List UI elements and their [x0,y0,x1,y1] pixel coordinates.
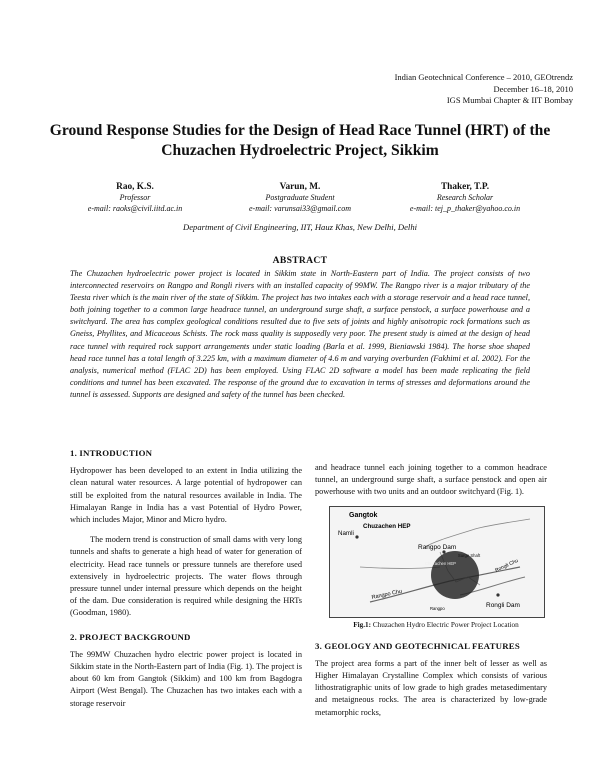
author-name: Thaker, T.P. [440,182,490,192]
map-label-rongli-chu: Rongli Chu [494,557,520,574]
abstract-heading: ABSTRACT [272,255,328,266]
author-name: Rao, K.S. [116,182,154,192]
location-map [329,506,545,618]
section-heading-project-background: 2. PROJECT BACKGROUND [70,631,191,642]
author-email: e-mail: tej_p_thaker@yahoo.co.in [409,203,521,213]
map-label-gangtok: Gangtok [349,511,378,519]
paper-title: Ground Response Studies for the Design of Head Race Tunnel (HRT) of the Chuzachen Hydroelectric Project, Sikkim [49,122,551,159]
figure-caption [329,621,543,630]
figure-1 [329,506,543,630]
map-label-rangpo-town: Rangpo [430,605,445,611]
map-label-rangpo-dam: Rangpo Dam [418,543,457,551]
author-email: e-mail: varunsai33@gmail.com [248,203,351,213]
map-label-rangpo-chu: Rangpo Chu [371,588,403,601]
author-3 [380,181,550,214]
map-label-namli: Namli [338,529,354,537]
map-label-surge: Surge Shaft [458,552,481,558]
author-role: Postgraduate Student [265,193,335,202]
rongli-dam-marker [496,593,499,596]
project-area-marker [431,551,479,599]
section-heading-geology: 3. GEOLOGY AND GEOTECHNICAL FEATURES [315,640,520,651]
intro-paragraph-1: Hydropower has been developed to an extent in India utilizing the clean natural water resources. A large potential of hydropower can still be exploited from the natural resources available in India. The Himalayan Range in India has a vast Potential of Hydro Power, which includes Major, Minor and Micro hydro. [70,466,302,525]
figure-caption-text: Chuzachen Hydro Electric Power Project Location [372,620,519,629]
left-column [70,447,302,710]
author-1 [50,181,220,214]
map-label-hep-small: Chuzachen HEP [425,560,456,566]
conference-name: Indian Geotechnical Conference – 2010, GEOtrendz [394,72,573,82]
section-heading-introduction: 1. INTRODUCTION [70,448,153,458]
location-map-svg [330,507,544,617]
author-2 [215,181,385,214]
conference-host: IGS Mumbai Chapter & IIT Bombay [446,95,573,105]
right-column [315,462,547,719]
background-continuation: and headrace tunnel each joining together to a common headrace tunnel, an underground surge shaft, a surface penstock and open air powerhouse with two units and an outdoor switchyard (Fig. 1). [315,463,547,497]
author-name: Varun, M. [279,182,321,192]
geology-paragraph-1: The project area forms a part of the inner belt of lesser as well as Higher Himalayan Crystalline Complex which consists of various lithostratigraphic units of low grade to high grades metasedimentary and metaigneous rocks. The area is characterized by low-grade metamorphic rocks, [315,658,547,717]
abstract-text: The Chuzachen hydroelectric power project is located in Sikkim state in North-Eastern part of India. The project consists of two interconnected reservoirs on Rangpo and Rongli rivers with an installed capacity of 99MW. The Rangpo river is a major tributary of the Teesta river which is the main river of the state of Sikkim. The project has two intakes each with a storage reservoir and a head race tunnel, both joining together to a common large headrace tunnel, an underground surge shaft, a surface penstock, a surface powerhouse and a switchyard. The area has complex geological conditions resulted due to five sets of joints and highly anisotropic rock formations such as Gneiss, Phyllites, and Micaceous Schists. The rock mass quality is supposedly very poor. The present study is aimed at the design of head race tunnel with required rock support arrangements under static loading (Barla et al. 1999, Bieniawski 1984). The horse shoe shaped head race tunnel has a total length of 3.225 km, with a maximum diameter of 4.6 m and varying overburden (Fakhimi et al. 2002). For the analysis, numerical method (FLAC 2D) has been employed. Using FLAC 2D software a model has been made replicating the field conditions and tunnel has been excavated. The response of the ground due to excavation in terms of stresses and deformations around the tunnel is assessed. Supports are designed and safety of the tunnel has been checked. [70,269,530,399]
map-label-rongli-dam: Rongli Dam [486,601,520,609]
figure-caption-label: Fig.1: [353,620,372,629]
background-paragraph-1: The 99MW Chuzachen hydro electric power project is located in Sikkim state in the North-Eastern part of India (Fig. 1). The project is about 60 km from Gangtok (Sikkim) and 100 km from Bagdogra Airport (West Bengal). The Chuzachen has two intakes each with a storage reservoir [70,649,302,708]
conference-info [313,72,573,107]
author-block [50,181,550,221]
conference-dates: December 16–18, 2010 [493,83,573,94]
author-email: e-mail: raoks@civil.iitd.ac.in [87,203,183,213]
namli-marker [355,535,358,538]
map-label-hep: Chuzachen HEP [363,522,411,530]
author-role: Professor [119,193,151,202]
intro-paragraph-2: The modern trend is construction of small dams with very long tunnels and shafts to generate a high head of water for generation of electricity. Head race tunnels or pressure tunnels are therefore used extensively in hydroelectric projects. The water flows through pressure tunnel under internal pressure which depends on the height of the dam. Due consideration is required while designing the HRTs (Goodman, 1980). [70,535,302,618]
author-role: Research Scholar [436,193,494,202]
affiliation: Department of Civil Engineering, IIT, Hauz Khas, New Delhi, Delhi [183,222,417,232]
